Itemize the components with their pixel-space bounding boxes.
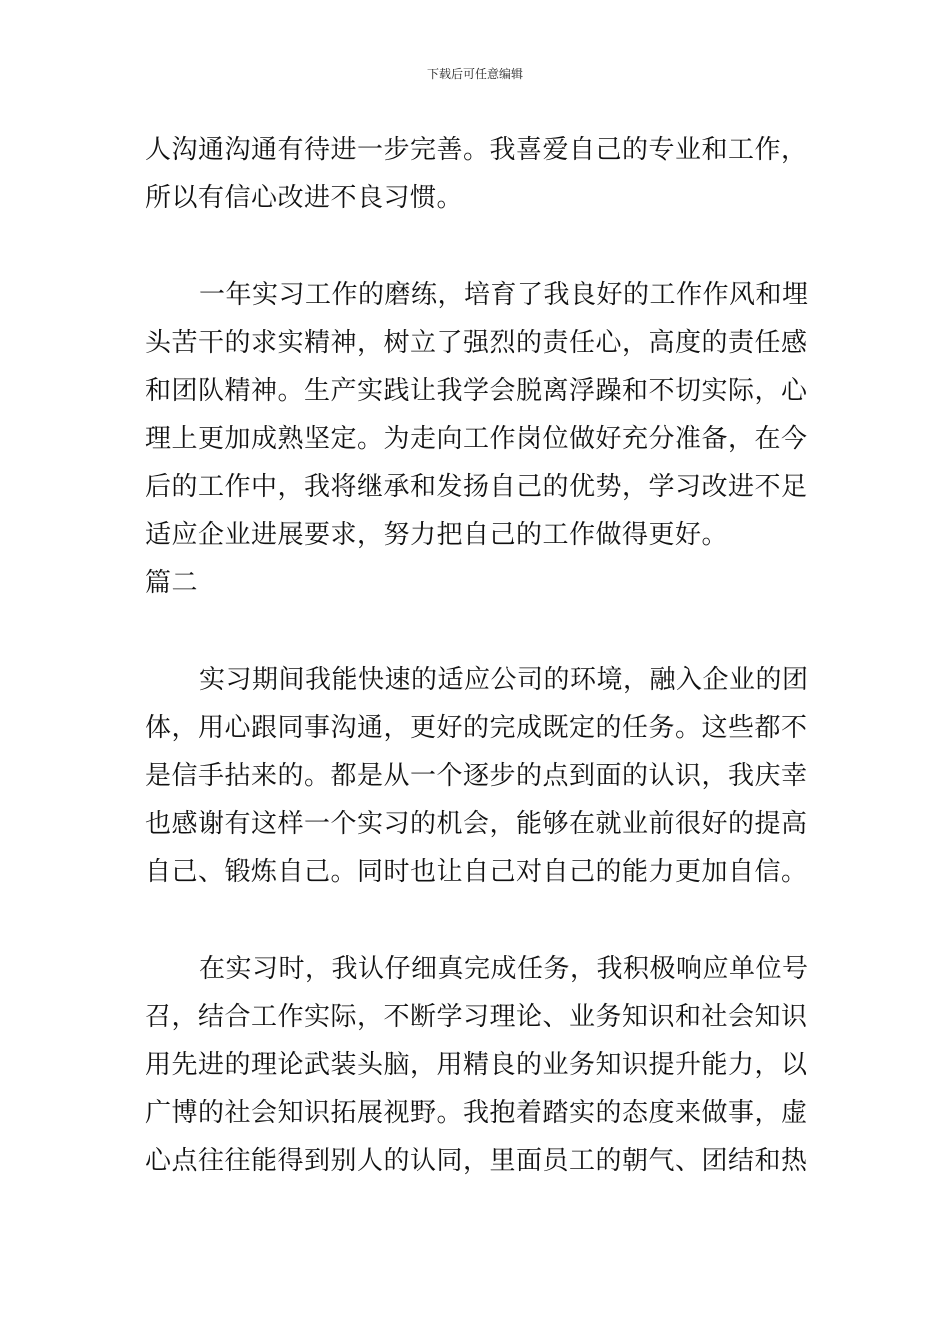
- text-line: 理上更加成熟坚定。为走向工作岗位做好充分准备，在今: [145, 424, 808, 454]
- document-body: [145, 126, 815, 1185]
- paragraph-gap: [145, 896, 815, 945]
- text-line: 体，用心跟同事沟通，更好的完成既定的任务。这些都不: [145, 713, 808, 743]
- paragraph: [145, 945, 815, 1185]
- section-heading-block: [145, 559, 815, 607]
- text-line: 实习期间我能快速的适应公司的环境，融入企业的团: [199, 665, 809, 695]
- text-line: 所以有信心改进不良习惯。: [145, 183, 464, 213]
- text-line: 适应企业进展要求，努力把自己的工作做得更好。: [145, 520, 729, 550]
- text-line: 也感谢有这样一个实习的机会，能够在就业前很好的提高: [145, 809, 808, 839]
- text-line: 用先进的理论武装头脑，用精良的业务知识提升能力，以: [145, 1050, 808, 1080]
- section-heading: 篇二: [145, 568, 199, 598]
- text-line: 头苦干的求实精神，树立了强烈的责任心，高度的责任感: [145, 328, 808, 358]
- text-line: 一年实习工作的磨练，培育了我良好的工作作风和埋: [199, 280, 809, 310]
- paragraph-gap: [145, 607, 815, 656]
- text-line: 召，结合工作实际，不断学习理论、业务知识和社会知识: [145, 1002, 808, 1032]
- text-line: 心点往往能得到别人的认同，里面员工的朝气、团结和热: [145, 1146, 808, 1176]
- paragraph-gap: [145, 222, 815, 271]
- text-line: 是信手拈来的。都是从一个逐步的点到面的认识，我庆幸: [145, 761, 808, 791]
- paragraph: [145, 656, 815, 896]
- text-line: 和团队精神。生产实践让我学会脱离浮躁和不切实际，心: [145, 376, 808, 406]
- text-line: 人沟通沟通有待进一步完善。我喜爱自己的专业和工作，: [145, 135, 808, 165]
- paragraph: [145, 126, 815, 222]
- text-line: 广博的社会知识拓展视野。我抱着踏实的态度来做事，虚: [145, 1098, 808, 1128]
- page-header: 下载后可任意编辑: [426, 67, 523, 81]
- text-line: 自己、锻炼自己。同时也让自己对自己的能力更加自信。: [145, 857, 808, 887]
- text-line: 在实习时，我认仔细真完成任务，我积极响应单位号: [199, 954, 809, 984]
- text-line: 后的工作中，我将继承和发扬自己的优势，学习改进不足: [145, 472, 808, 502]
- paragraph: [145, 271, 815, 559]
